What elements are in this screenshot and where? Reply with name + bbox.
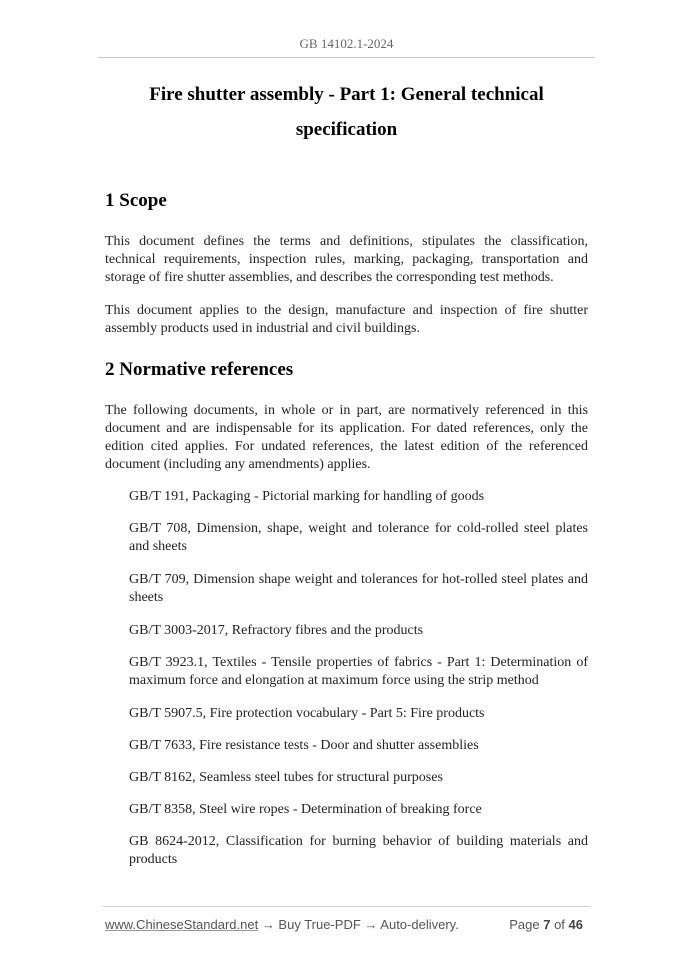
document-title-line-2: specification	[295, 119, 398, 140]
page-label: Page	[509, 917, 540, 932]
scope-paragraph-2: This document applies to the design, manufacture and inspection of fire shutter assembly products used in industrial and civil buildings.	[105, 303, 588, 336]
reference-item: GB/T 7633, Fire resistance tests - Door and shutter assemblies	[129, 738, 479, 753]
footer-divider	[103, 906, 591, 907]
page-total: 46	[568, 917, 583, 932]
reference-item: GB/T 5907.5, Fire protection vocabulary - Part 5: Fire products	[129, 706, 485, 721]
page-header-code: GB 14102.1-2024	[299, 36, 394, 51]
chinese-standard-link[interactable]: www.ChineseStandard.net	[105, 917, 259, 932]
section-heading-scope: 1 Scope	[105, 190, 167, 211]
page-of-label: of	[554, 917, 565, 932]
reference-item: GB/T 3003-2017, Refractory fibres and the products	[129, 623, 424, 638]
reference-item: GB/T 709, Dimension shape weight and tolerances for hot-rolled steel plates and sheets	[129, 572, 588, 605]
page-indicator	[509, 917, 583, 932]
normative-references-intro: The following documents, in whole or in part, are normatively referenced in this document and are indispensable for its application. For dated references, only the edition cited applies. For undated references, the latest edition of the referenced document (including any amendments) applies.	[105, 403, 588, 472]
page-current: 7	[543, 917, 551, 932]
document-title-line-1: Fire shutter assembly - Part 1: General technical	[149, 84, 544, 105]
reference-item: GB/T 3923.1, Textiles - Tensile properties of fabrics - Part 1: Determination of maximum force and elongation at maximum force using the strip method	[129, 655, 588, 688]
reference-item: GB 8624-2012, Classification for burning behavior of building materials and products	[129, 834, 588, 867]
scope-paragraph-1: This document defines the terms and definitions, stipulates the classification, technical requirements, inspection rules, marking, packaging, transportation and storage of fire shutter assemblies, and describes the corresponding test methods.	[105, 234, 588, 285]
reference-item: GB/T 8358, Steel wire ropes - Determination of breaking force	[129, 802, 482, 817]
reference-item: GB/T 708, Dimension, shape, weight and tolerance for cold-rolled steel plates and sheets	[129, 521, 588, 554]
reference-item: GB/T 191, Packaging - Pictorial marking for handling of goods	[129, 489, 485, 504]
header-divider	[98, 57, 595, 58]
footer-promo-text: → Buy True-PDF → Auto-delivery.	[258, 917, 459, 932]
section-heading-normative-references: 2 Normative references	[105, 359, 294, 380]
page-footer	[105, 917, 583, 932]
reference-item: GB/T 8162, Seamless steel tubes for structural purposes	[129, 770, 443, 785]
